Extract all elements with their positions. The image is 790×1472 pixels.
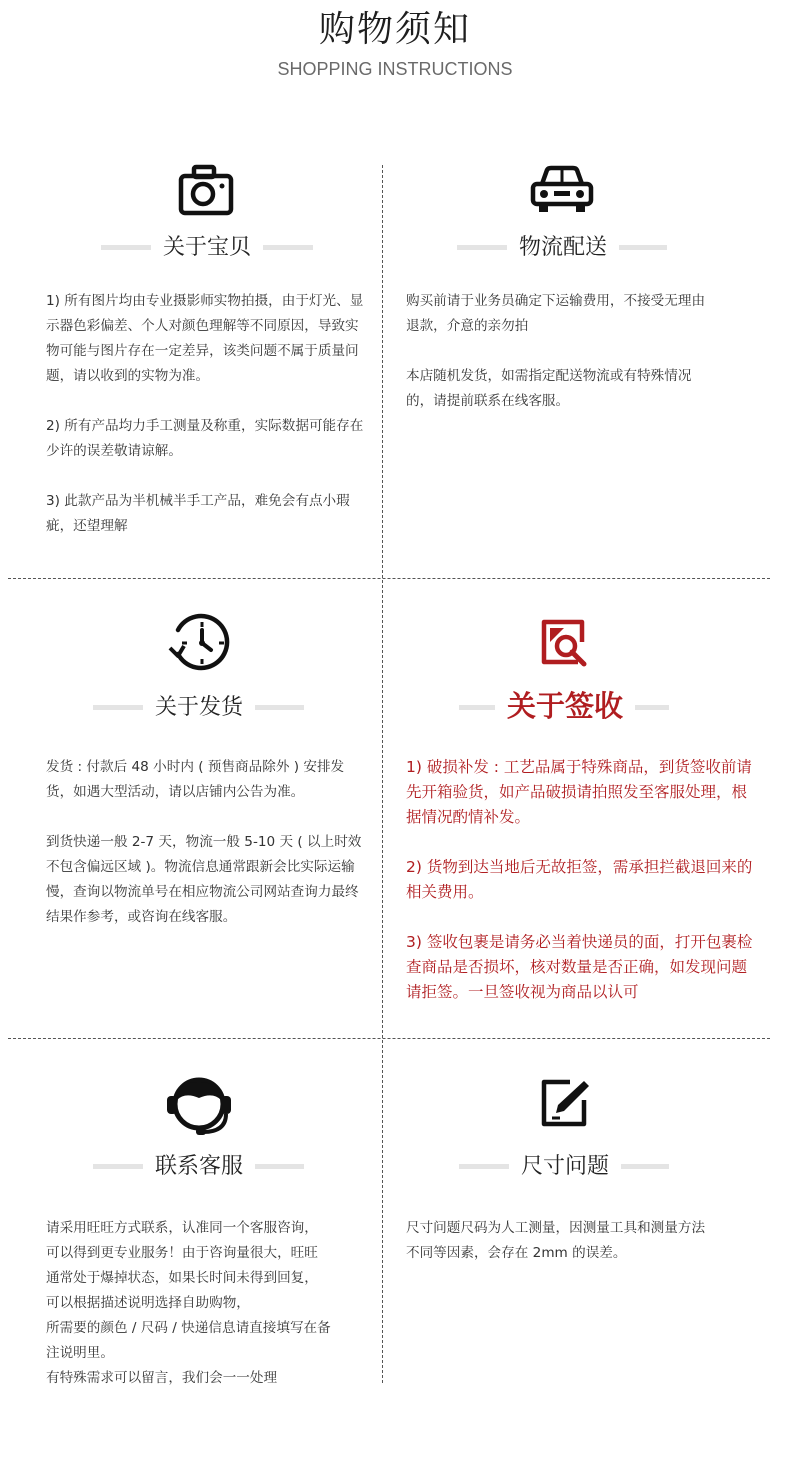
text-line: 有特殊需求可以留言，我们会一一处理	[46, 1370, 278, 1386]
paragraph: 尺寸问题尺码为人工测量，因测量工具和测量方法不同等因素，会存在 2mm 的误差。	[406, 1220, 706, 1261]
horizontal-divider	[8, 578, 770, 579]
page-title: 购物须知	[318, 9, 471, 50]
section-body	[46, 289, 368, 564]
text-line: 注说明里。	[46, 1345, 114, 1361]
paragraph: 3) 签收包裹是请务必当着快递员的面，打开包裹检查商品是否损坏，核对数量是否正确，如发现问题请拒签。一旦签收视为商品以认可	[406, 933, 753, 1001]
section-heading: 关于发货	[143, 693, 255, 723]
page-subtitle: SHOPPING INSTRUCTIONS	[277, 59, 513, 79]
section-body	[46, 755, 362, 955]
paragraph: 1) 破损补发 : 工艺品属于特殊商品，到货签收前请先开箱验货，如产品破损请拍照发至客服处理，根据情况酌情补发。	[406, 758, 752, 826]
headset-icon	[163, 1072, 235, 1140]
section-body	[46, 1216, 376, 1391]
text-line: 请采用旺旺方式联系，认准同一个客服咨询，	[46, 1220, 318, 1236]
paragraph: 2) 所有产品均力手工测量及称重，实际数据可能存在少许的误差敬请谅解。	[46, 418, 364, 459]
paragraph: 到货快递一般 2-7 天，物流一般 5-10 天 ( 以上时效不包含偏远区域 )。物流信息通常跟新会比实际运输慢，查询以物流单号在相应物流公司网站查询力最终结果作参考，或咨询在线客服。	[46, 834, 362, 925]
text-line: 可以得到更专业服务！由于咨询量很大，旺旺	[46, 1245, 318, 1261]
section-heading: 物流配送	[507, 233, 619, 263]
paragraph: 本店随机发货，如需指定配送物流或有特殊情况的，请提前联系在线客服。	[406, 368, 692, 409]
paragraph: 2) 货物到达当地后无故拒签，需承担拦截退回来的相关费用。	[406, 858, 753, 901]
horizontal-divider	[8, 1038, 770, 1039]
section-heading: 尺寸问题	[509, 1152, 621, 1182]
section-body	[406, 1216, 706, 1291]
paragraph: 购买前请于业务员确定下运输费用，不接受无理由退款，介意的亲勿拍	[406, 293, 706, 334]
edit-icon	[540, 1078, 590, 1128]
vertical-divider	[382, 165, 383, 1383]
section-heading: 关于签收	[495, 688, 635, 724]
paragraph: 3) 此款产品为半机械半手工产品，难免会有点小瑕疵，还望理解	[46, 493, 350, 534]
text-line: 可以根据描述说明选择自助购物，	[46, 1295, 250, 1311]
clock-icon	[168, 612, 232, 674]
paragraph: 1) 所有图片均由专业摄影师实物拍摄，由于灯光、显示器色彩偏差、个人对颜色理解等不同原因，导致实物可能与图片存在一定差异，该类问题不属于质量问题，请以收到的实物为准。	[46, 293, 364, 384]
section-body	[406, 289, 706, 439]
paragraph: 发货 : 付款后 48 小时内 ( 预售商品除外 ) 安排发货，如遇大型活动，请以店铺内公告为准。	[46, 759, 345, 800]
section-heading: 关于宝贝	[151, 233, 263, 263]
camera-icon	[178, 164, 234, 216]
inspect-icon	[540, 618, 590, 668]
section-body	[406, 755, 762, 1030]
section-heading: 联系客服	[143, 1152, 255, 1182]
text-line: 所需要的颜色 / 尺码 / 快递信息请直接填写在备	[46, 1320, 331, 1336]
car-icon	[530, 164, 594, 216]
text-line: 通常处于爆掉状态，如果长时间未得到回复，	[46, 1270, 318, 1286]
